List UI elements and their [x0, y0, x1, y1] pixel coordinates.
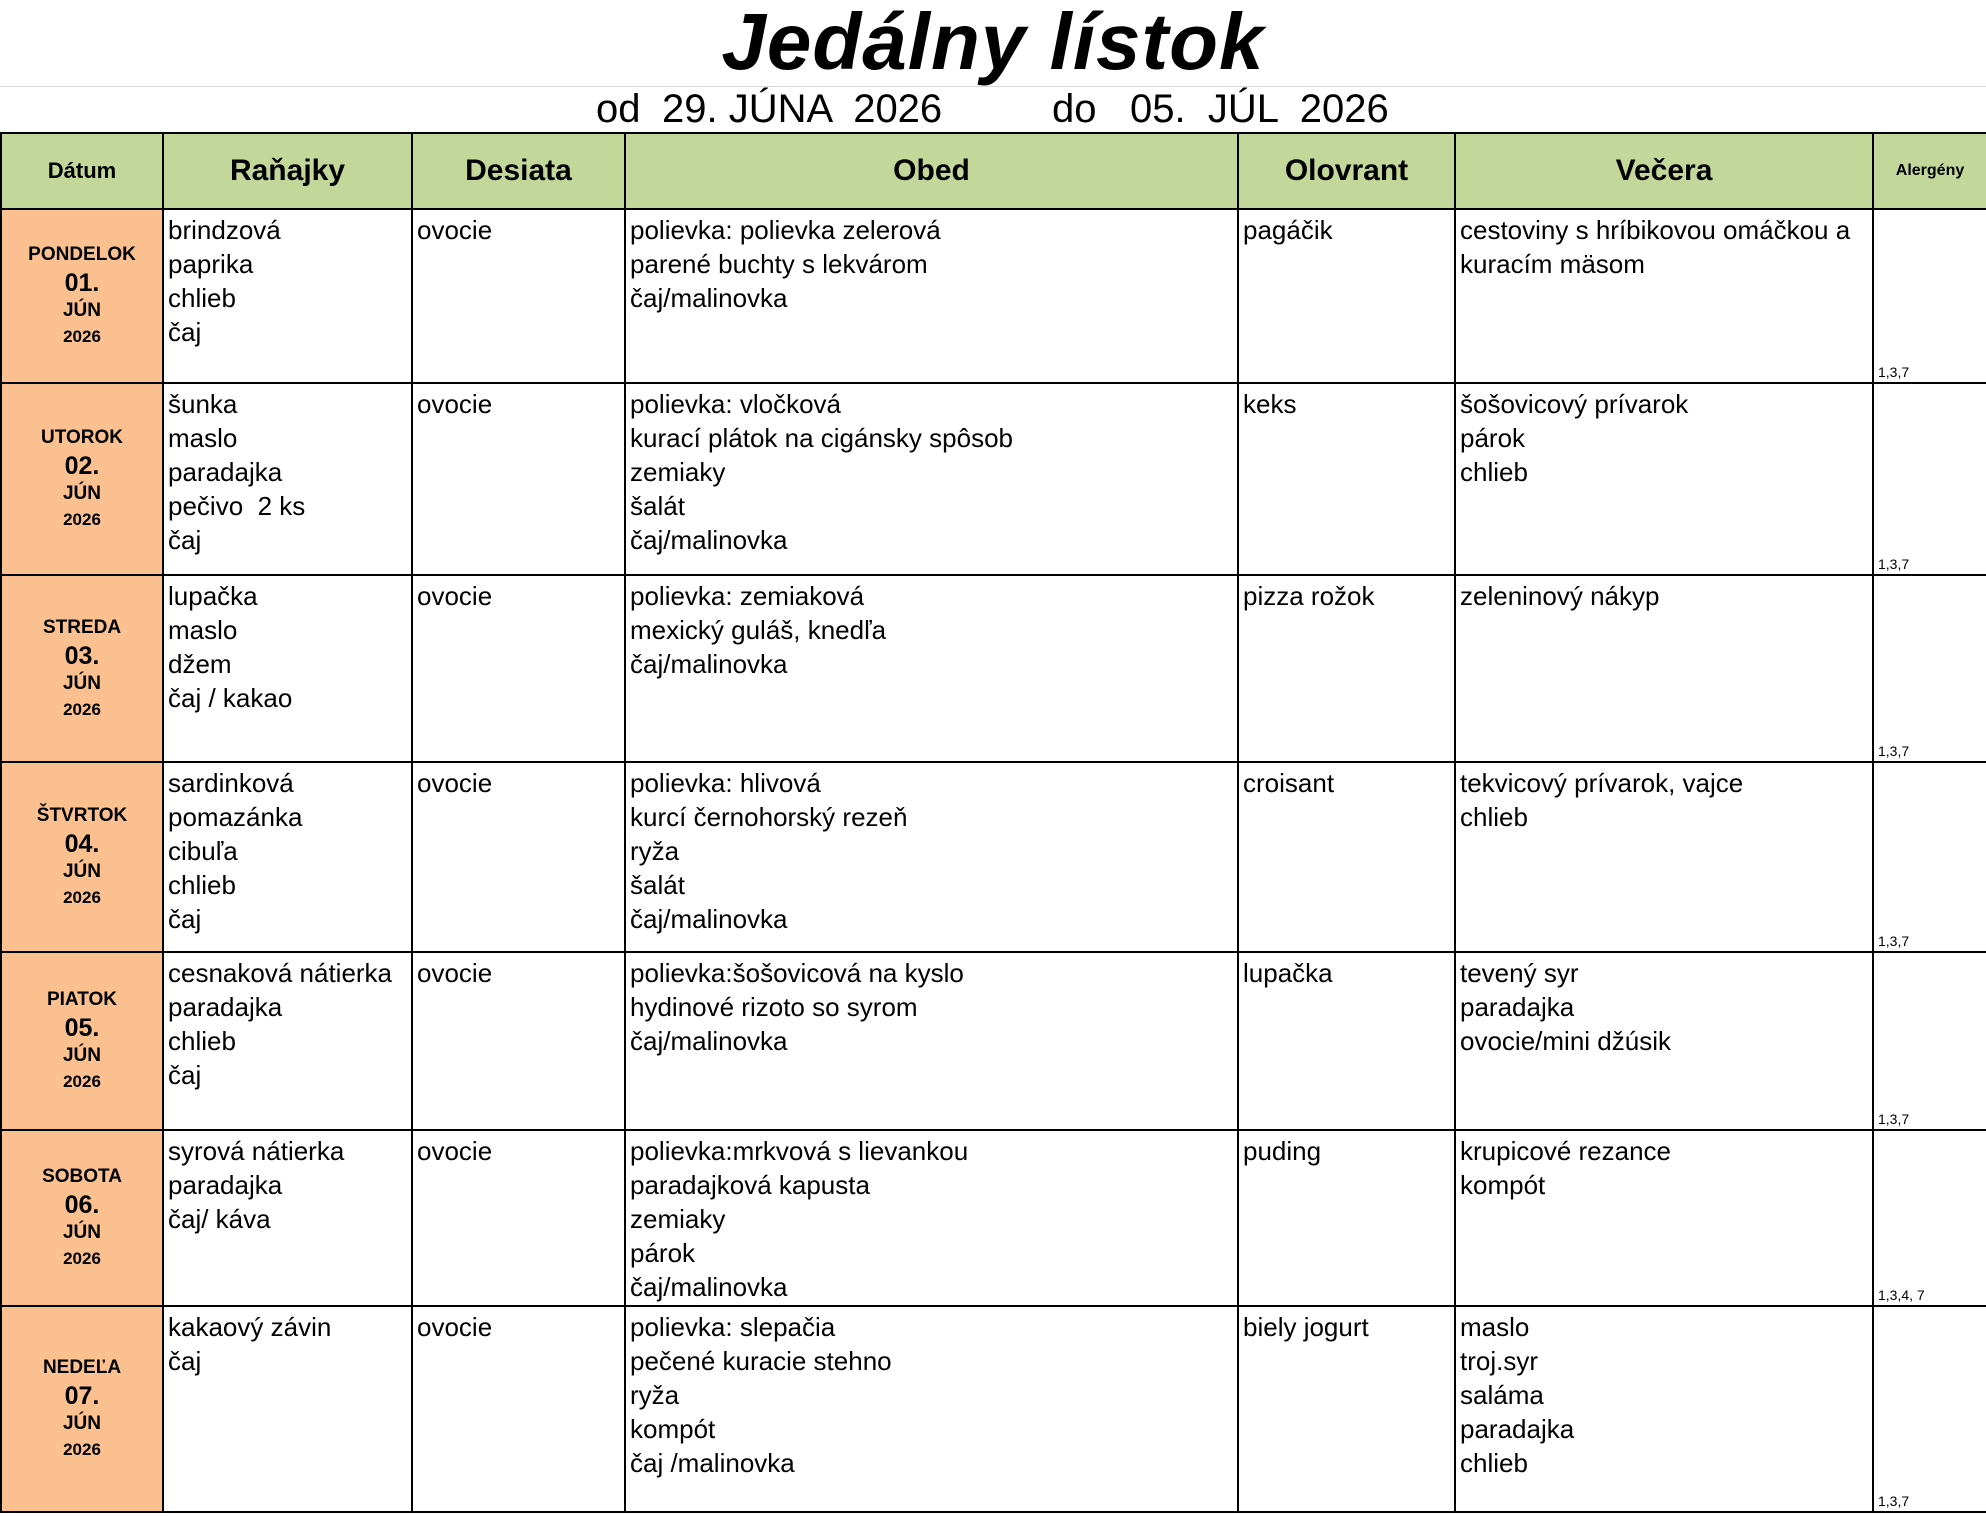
day-row: [1, 209, 1986, 383]
obed-item: pečené kuracie stehno: [630, 1346, 892, 1376]
ranajky-item: syrová nátierka: [168, 1136, 345, 1166]
obed-item: párok: [630, 1238, 696, 1268]
vecera-item: chlieb: [1460, 457, 1528, 487]
day-cell: [1, 575, 163, 762]
day-row: [1, 1130, 1986, 1306]
day-cell: [1, 1306, 163, 1512]
period-to-label: do: [1052, 87, 1097, 131]
obed-cell: [625, 383, 1238, 575]
olovrant-cell: [1238, 575, 1455, 762]
desiata-item: ovocie: [417, 1136, 493, 1166]
vecera-cell: [1455, 762, 1873, 952]
period-from-date: 29. JÚNA 2026: [662, 87, 943, 131]
vecera-cell: [1455, 575, 1873, 762]
ranajky-item: čaj: [168, 1060, 202, 1090]
desiata-item: ovocie: [417, 215, 493, 245]
desiata-cell: [412, 575, 625, 762]
alergeny-cell: [1873, 1306, 1986, 1512]
olovrant-item: biely jogurt: [1243, 1312, 1369, 1342]
ranajky-item: paradajka: [168, 992, 283, 1022]
obed-item: polievka:šošovicová na kyslo: [630, 958, 964, 988]
obed-item: šalát: [630, 870, 685, 900]
olovrant-item: puding: [1243, 1136, 1322, 1166]
menu-period: [0, 84, 1986, 130]
day-row: [1, 762, 1986, 952]
alergeny-cell: [1873, 383, 1986, 575]
olovrant-item: lupačka: [1243, 958, 1333, 988]
ranajky-item: čaj / kakao: [168, 683, 293, 713]
olovrant-cell: [1238, 762, 1455, 952]
desiata-cell: [412, 383, 625, 575]
olovrant-cell: [1238, 1130, 1455, 1306]
ranajky-item: cesnaková nátierka: [168, 958, 393, 988]
olovrant-cell: [1238, 952, 1455, 1130]
obed-cell: [625, 952, 1238, 1130]
period-to-date: 05. JÚL 2026: [1130, 87, 1389, 131]
day-name: ŠTVRTOK: [36, 805, 128, 826]
vecera-cell: [1455, 952, 1873, 1130]
ranajky-item: sardinková: [168, 768, 294, 798]
day-name: STREDA: [42, 616, 122, 638]
menu-table: [0, 132, 1986, 1513]
alergeny-value: 1,3,4, 7: [1878, 1287, 1925, 1303]
alergeny-value: 1,3,7: [1878, 1111, 1910, 1127]
obed-item: čaj/malinovka: [630, 525, 788, 555]
desiata-cell: [412, 209, 625, 383]
header-alergeny: Alergény: [1873, 133, 1986, 209]
desiata-item: ovocie: [417, 389, 493, 419]
desiata-item: ovocie: [417, 1312, 493, 1342]
ranajky-item: paprika: [168, 249, 254, 279]
obed-item: polievka: slepačia: [630, 1312, 836, 1342]
vecera-item: tevený syr: [1460, 958, 1579, 988]
vecera-cell: [1455, 1130, 1873, 1306]
desiata-cell: [412, 952, 625, 1130]
obed-cell: [625, 209, 1238, 383]
vecera-item: krupicové rezance: [1460, 1136, 1671, 1166]
vecera-item: paradajka: [1460, 1414, 1575, 1444]
alergeny-cell: [1873, 952, 1986, 1130]
period-from-label: od: [596, 87, 641, 131]
vecera-item: troj.syr: [1460, 1346, 1538, 1376]
day-year: 2026: [63, 888, 101, 907]
alergeny-value: 1,3,7: [1878, 933, 1910, 949]
obed-item: zemiaky: [630, 1204, 726, 1234]
alergeny-cell: [1873, 209, 1986, 383]
day-number: 01.: [64, 269, 100, 297]
day-month: JÚN: [62, 1413, 101, 1434]
obed-cell: [625, 1306, 1238, 1512]
ranajky-item: šunka: [168, 389, 238, 419]
header-obed: Obed: [625, 133, 1238, 209]
day-name: PONDELOK: [28, 244, 136, 265]
obed-item: čaj/malinovka: [630, 1026, 788, 1056]
ranajky-item: lupačka: [168, 581, 258, 611]
day-cell: [1, 209, 163, 383]
vecera-item: ovocie/mini džúsik: [1460, 1026, 1671, 1056]
ranajky-cell: [163, 1306, 412, 1512]
obed-item: čaj/malinovka: [630, 649, 788, 679]
ranajky-item: džem: [168, 649, 232, 679]
menu-body: [1, 209, 1986, 1512]
day-month: JÚN: [62, 300, 101, 321]
day-name: PIATOK: [46, 989, 118, 1010]
day-year: 2026: [63, 510, 101, 529]
day-cell: [1, 1130, 163, 1306]
ranajky-cell: [163, 952, 412, 1130]
vecera-item: zeleninový nákyp: [1460, 581, 1660, 611]
alergeny-value: 1,3,7: [1878, 364, 1910, 380]
ranajky-cell: [163, 383, 412, 575]
obed-item: polievka: zemiaková: [630, 581, 865, 611]
obed-item: polievka: polievka zelerová: [630, 215, 941, 245]
alergeny-value: 1,3,7: [1878, 556, 1910, 572]
day-number: 04.: [64, 830, 100, 858]
ranajky-cell: [163, 209, 412, 383]
obed-item: čaj/malinovka: [630, 904, 788, 934]
ranajky-item: cibuľa: [168, 836, 238, 866]
desiata-cell: [412, 1130, 625, 1306]
vecera-item: maslo: [1460, 1312, 1530, 1342]
vecera-item: párok: [1460, 423, 1526, 453]
ranajky-cell: [163, 1130, 412, 1306]
day-month: JÚN: [62, 861, 101, 882]
ranajky-item: pomazánka: [168, 802, 303, 832]
day-cell: [1, 762, 163, 952]
obed-item: šalát: [630, 491, 685, 521]
page-title: Jedálny lístok: [721, 0, 1265, 86]
obed-cell: [625, 575, 1238, 762]
day-row: [1, 1306, 1986, 1512]
obed-item: polievka: vločková: [630, 389, 841, 419]
vecera-item: saláma: [1460, 1380, 1544, 1410]
olovrant-cell: [1238, 209, 1455, 383]
vecera-item: kuracím mäsom: [1460, 249, 1645, 279]
day-month: JÚN: [62, 1045, 101, 1066]
ranajky-cell: [163, 575, 412, 762]
vecera-cell: [1455, 209, 1873, 383]
obed-item: mexický guláš, knedľa: [630, 615, 887, 645]
obed-item: hydinové rizoto so syrom: [630, 992, 918, 1022]
day-number: 05.: [64, 1014, 100, 1042]
olovrant-cell: [1238, 383, 1455, 575]
header-datum: Dátum: [1, 133, 163, 209]
ranajky-cell: [163, 762, 412, 952]
vecera-item: paradajka: [1460, 992, 1575, 1022]
desiata-item: ovocie: [417, 768, 493, 798]
obed-item: čaj/malinovka: [630, 1272, 788, 1302]
desiata-cell: [412, 1306, 625, 1512]
vecera-item: chlieb: [1460, 802, 1528, 832]
obed-cell: [625, 1130, 1238, 1306]
ranajky-item: čaj/ káva: [168, 1204, 271, 1234]
ranajky-item: čaj: [168, 1346, 202, 1376]
obed-item: čaj /malinovka: [630, 1448, 795, 1478]
day-number: 07.: [64, 1382, 100, 1410]
ranajky-item: maslo: [168, 615, 238, 645]
desiata-item: ovocie: [417, 958, 493, 988]
alergeny-cell: [1873, 1130, 1986, 1306]
olovrant-item: pagáčik: [1243, 215, 1333, 245]
title-band: [0, 0, 1986, 87]
ranajky-item: chlieb: [168, 1026, 236, 1056]
day-number: 02.: [64, 452, 100, 480]
day-row: [1, 383, 1986, 575]
obed-item: kurcí černohorský rezeň: [630, 802, 908, 832]
vecera-item: kompót: [1460, 1170, 1546, 1200]
ranajky-item: kakaový závin: [168, 1312, 332, 1342]
alergeny-cell: [1873, 575, 1986, 762]
vecera-cell: [1455, 1306, 1873, 1512]
alergeny-value: 1,3,7: [1878, 1493, 1910, 1509]
day-year: 2026: [63, 1249, 101, 1268]
vecera-item: tekvicový prívarok, vajce: [1460, 768, 1744, 798]
day-month: JÚN: [62, 672, 101, 694]
ranajky-item: chlieb: [168, 283, 236, 313]
day-year: 2026: [63, 327, 101, 346]
ranajky-item: čaj: [168, 525, 202, 555]
vecera-cell: [1455, 383, 1873, 575]
day-number: 06.: [64, 1191, 100, 1219]
obed-item: kurací plátok na cigánsky spôsob: [630, 423, 1013, 453]
header-desiata: Desiata: [412, 133, 625, 209]
olovrant-item: croisant: [1243, 768, 1335, 798]
ranajky-item: paradajka: [168, 1170, 283, 1200]
day-name: UTOROK: [41, 427, 123, 448]
obed-item: polievka:mrkvová s lievankou: [630, 1136, 969, 1166]
vecera-item: cestoviny s hríbikovou omáčkou a: [1460, 215, 1851, 245]
obed-item: ryža: [630, 1380, 680, 1410]
desiata-cell: [412, 762, 625, 952]
vecera-item: chlieb: [1460, 1448, 1528, 1478]
day-month: JÚN: [62, 1222, 101, 1243]
day-month: JÚN: [62, 483, 101, 504]
obed-item: polievka: hlivová: [630, 768, 821, 798]
day-row: [1, 575, 1986, 762]
day-cell: [1, 383, 163, 575]
vecera-item: šošovicový prívarok: [1460, 389, 1689, 419]
olovrant-cell: [1238, 1306, 1455, 1512]
alergeny-value: 1,3,7: [1878, 743, 1910, 759]
obed-cell: [625, 762, 1238, 952]
ranajky-item: brindzová: [168, 215, 281, 245]
obed-item: čaj/malinovka: [630, 283, 788, 313]
olovrant-item: keks: [1243, 389, 1297, 419]
obed-item: zemiaky: [630, 457, 726, 487]
day-cell: [1, 952, 163, 1130]
ranajky-item: maslo: [168, 423, 238, 453]
ranajky-item: čaj: [168, 317, 202, 347]
day-name: SOBOTA: [42, 1166, 122, 1187]
ranajky-item: paradajka: [168, 457, 283, 487]
ranajky-item: čaj: [168, 904, 202, 934]
header-row: [1, 133, 1986, 209]
day-row: [1, 952, 1986, 1130]
obed-item: kompót: [630, 1414, 716, 1444]
ranajky-item: chlieb: [168, 870, 236, 900]
header-olovrant: Olovrant: [1238, 133, 1455, 209]
alergeny-cell: [1873, 762, 1986, 952]
day-year: 2026: [63, 1072, 101, 1091]
ranajky-item: pečivo 2 ks: [168, 491, 306, 521]
olovrant-item: pizza rožok: [1243, 581, 1375, 611]
obed-item: paradajková kapusta: [630, 1170, 870, 1200]
day-year: 2026: [63, 699, 101, 719]
header-ranajky: Raňajky: [163, 133, 412, 209]
obed-item: ryža: [630, 836, 680, 866]
day-number: 03.: [64, 641, 100, 670]
day-name: NEDEĽA: [42, 1357, 122, 1378]
obed-item: parené buchty s lekvárom: [630, 249, 928, 279]
header-vecera: Večera: [1455, 133, 1873, 209]
day-year: 2026: [63, 1440, 101, 1459]
desiata-item: ovocie: [417, 581, 493, 611]
